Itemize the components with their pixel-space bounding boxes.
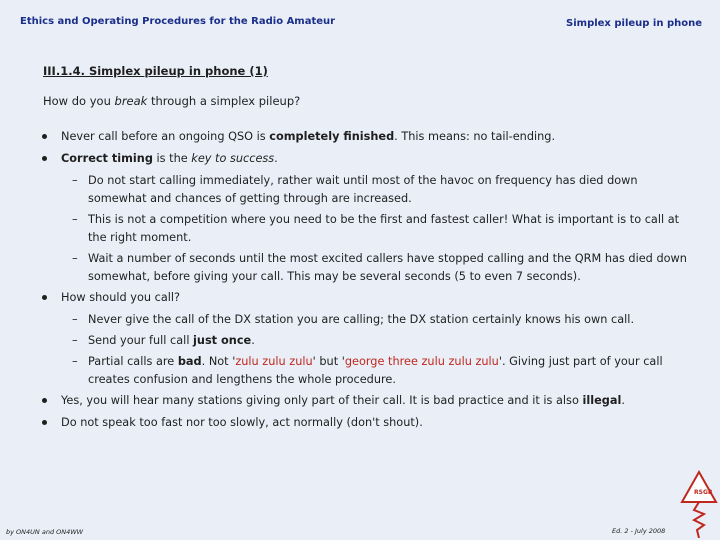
bullet-text: Never call before an ongoing QSO is <box>61 130 270 143</box>
bullet-list <box>42 128 692 436</box>
bullet-dot-icon <box>42 420 47 425</box>
footer-authors: by ON4UN and ON4WW <box>6 528 84 536</box>
intro-emphasis: break <box>114 94 148 108</box>
logo-text: RSGB <box>694 489 713 496</box>
sub-bullet-bold: just once <box>193 334 252 347</box>
bullet-bold: completely finished <box>269 130 395 143</box>
bullet-emphasis: key to success <box>191 152 275 165</box>
slide-title: III.1.4. Simplex pileup in phone (1) <box>43 64 268 78</box>
sub-bullet-bold: bad <box>177 355 202 368</box>
bullet-text: Do not speak too fast nor too slowly, act normally (don't shout). <box>61 416 423 429</box>
sub-bullet-text: Send your full call <box>88 334 194 347</box>
bullet-text: . <box>621 394 625 407</box>
intro-text: How do you <box>43 94 115 108</box>
bullet-item <box>42 150 692 168</box>
bullet-item <box>42 414 692 432</box>
bullet-dot-icon <box>42 156 47 161</box>
sub-bullet-item <box>42 172 692 208</box>
sub-bullet-item <box>42 311 692 329</box>
sub-bullet-text: Partial calls are <box>88 355 178 368</box>
sub-bullet-item <box>42 211 692 247</box>
sub-bullet-text: ' but ' <box>312 355 345 368</box>
sub-bullet-item <box>42 250 692 286</box>
intro-text-end: through a simplex pileup? <box>147 94 301 108</box>
bullet-item <box>42 392 692 410</box>
bullet-text: How should you call? <box>61 291 181 304</box>
sub-bullet-text: . <box>251 334 255 347</box>
bullet-dot-icon <box>42 295 47 300</box>
sub-bullet-item <box>42 353 692 389</box>
dash-icon: – <box>72 313 78 326</box>
sub-bullet-text: This is not a competition where you need to be the first and fastest caller! What is important is to call at the right moment. <box>88 213 680 244</box>
dash-icon: – <box>72 334 78 347</box>
dash-icon: – <box>72 213 78 226</box>
sub-bullet-text: Do not start calling immediately, rather wait until most of the havoc on frequency has died down somewhat and chances of getting through are increased. <box>88 174 638 205</box>
sub-bullet-text: Never give the call of the DX station you are calling; the DX station certainly knows his own call. <box>88 313 635 326</box>
sub-bullet-text: . Not ' <box>201 355 236 368</box>
intro-question <box>43 94 300 108</box>
partial-call-example: zulu zulu zulu <box>235 355 313 368</box>
dash-icon: – <box>72 355 78 368</box>
bullet-dot-icon <box>42 134 47 139</box>
header-left-title: Ethics and Operating Procedures for the Radio Amateur <box>20 16 336 27</box>
bullet-bold: illegal <box>582 394 622 407</box>
sub-bullet-item <box>42 332 692 350</box>
footer-edition: Ed. 2 - July 2008 <box>612 527 666 535</box>
bullet-text: . <box>274 152 278 165</box>
bullet-dot-icon <box>42 398 47 403</box>
bullet-text: is the <box>152 152 192 165</box>
bullet-item <box>42 289 692 307</box>
bullet-text: . This means: no tail-ending. <box>394 130 556 143</box>
rsgb-logo-icon <box>680 470 718 538</box>
bullet-text: Yes, you will hear many stations giving only part of their call. It is bad practice and it is also <box>61 394 583 407</box>
sub-bullet-text: Wait a number of seconds until the most excited callers have stopped calling and the QRM has died down somewhat, before giving your call. This may be several seconds (5 to even 7 seconds). <box>88 252 687 283</box>
bullet-item <box>42 128 692 146</box>
sub-bullet-text: '. Giving just part of your call creates confusion and lengthens the whole procedure. <box>88 355 663 386</box>
full-call-example: george three zulu zulu zulu <box>344 355 499 368</box>
dash-icon: – <box>72 252 78 265</box>
dash-icon: – <box>72 174 78 187</box>
header-right-title: Simplex pileup in phone <box>566 18 702 29</box>
bullet-bold: Correct timing <box>61 152 153 165</box>
